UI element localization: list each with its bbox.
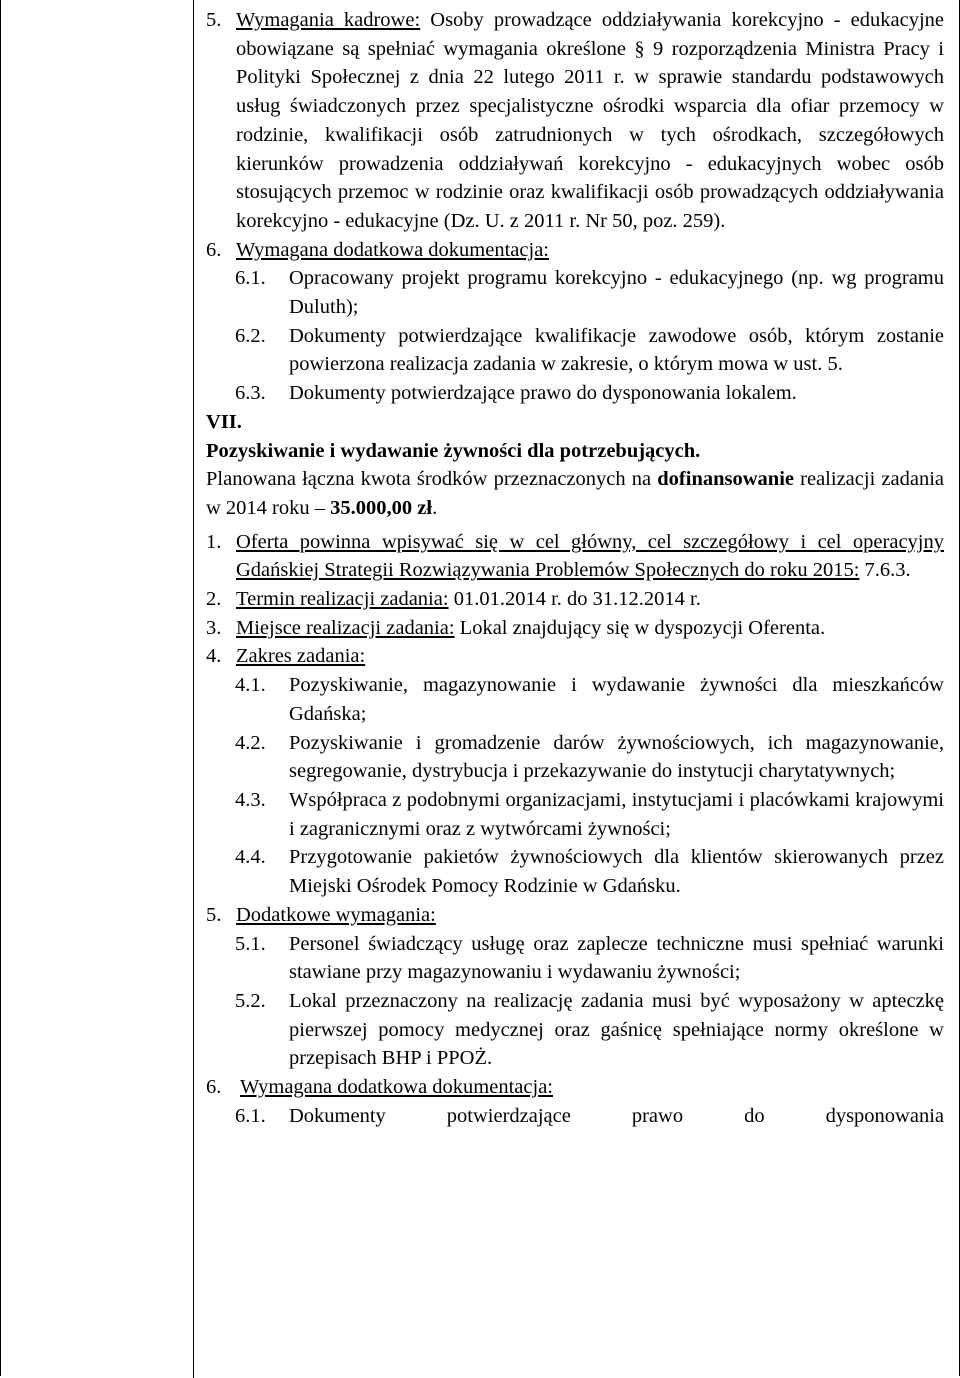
sub-item <box>235 322 944 379</box>
sub-text: Pozyskiwanie, magazynowanie i wydawanie żywności dla mieszkańców Gdańska; <box>289 674 944 725</box>
sub-number: 6.1. <box>235 1104 266 1127</box>
item-number: 4. <box>206 645 222 668</box>
list-item <box>206 6 944 236</box>
list-item <box>206 236 944 265</box>
item-number: 2. <box>206 588 222 611</box>
list-item <box>206 642 944 671</box>
list-item <box>206 585 944 614</box>
sub-text: Lokal przeznaczony na realizację zadania musi być wyposażony w apteczkę pierwszej pomocy medycznej oraz gaśnicę spełniające normy określone w przepisach BHP i PPOŻ. <box>289 989 944 1070</box>
item-label: Zakres zadania: <box>236 645 366 668</box>
item-text: Osoby prowadzące oddziaływania korekcyjno - edukacyjne obowiązane są spełniać wymagania określone § 9 rozporządzenia Ministra Pracy i Polityki Społecznej z dnia 22 lutego 2011 r. w sprawie standardu podstawowych usług świadczonych przez specjalistyczne ośrodki wsparcia dla ofiar przemocy w rodzinie, kwalifikacji osób zatrudnionych w tych ośrodkach, szczegółowych kierunków prowadzenia oddziaływań korekcyjno - edukacyjnych wobec osób stosujących przemoc w rodzinie oraz kwalifikacji osób prowadzących oddziaływania korekcyjno - edukacyjne (Dz. U. z 2011 r. Nr 50, poz. 259). <box>236 9 944 232</box>
sub-text: Personel świadczący usługę oraz zaplecze techniczne musi spełniać warunki stawiane przy magazynowaniu i wydawaniu żywności; <box>289 932 944 984</box>
sub-number: 6.3. <box>235 382 266 405</box>
item-label: Miejsce realizacji zadania: <box>236 616 455 639</box>
sub-number: 5.2. <box>235 989 266 1012</box>
item-label: Termin realizacji zadania: <box>236 588 449 611</box>
sub-number: 4.2. <box>235 731 266 754</box>
item-number: 1. <box>206 530 222 553</box>
item-label: Oferta powinna wpisywać się w cel główny, cel szczegółowy i cel operacyjny Gdańskiej Strategii Rozwiązywania Problemów Społecznych do roku 2015: <box>236 530 944 582</box>
item-label: Dodatkowe wymagania: <box>236 903 436 926</box>
sub-text: Dokumenty potwierdzające prawo do dysponowania <box>289 1104 944 1127</box>
sub-text: Dokumenty potwierdzające prawo do dysponowania lokalem. <box>289 382 797 405</box>
sub-item <box>235 264 944 321</box>
sub-number: 4.1. <box>235 674 266 697</box>
section-number: VII. <box>206 410 242 433</box>
item-text: 7.6.3. <box>864 559 911 582</box>
sub-text: Współpraca z podobnymi organizacjami, instytucjami i placówkami krajowymi i zagranicznymi oraz z wytwórcami żywności; <box>289 788 944 840</box>
item-number: 3. <box>206 616 222 639</box>
sub-item <box>235 671 944 728</box>
sub-item <box>235 379 944 408</box>
sub-text: Dokumenty potwierdzające kwalifikacje zawodowe osób, którym zostanie powierzona realizacja zadania w zakresie, o którym mowa w ust. 5. <box>289 324 944 376</box>
item-label: Wymagania kadrowe: <box>236 9 421 31</box>
item-number: 6. <box>206 1076 222 1099</box>
sub-item <box>235 987 944 1073</box>
sub-number: 6.2. <box>235 324 266 347</box>
plan-text: Planowana łączna kwota środków przeznaczonych na <box>206 468 652 491</box>
plan-bold: dofinansowanie <box>657 468 794 491</box>
item-number: 5. <box>206 903 222 926</box>
item-label: Wymagana dodatkowa dokumentacja: <box>236 238 549 261</box>
sub-text: Opracowany projekt programu korekcyjno - edukacyjnego (np. wg programu Duluth); <box>289 267 944 319</box>
document-content <box>206 6 944 1130</box>
list-item <box>206 901 944 930</box>
sub-item <box>235 729 944 786</box>
item-number: 5. <box>206 9 222 31</box>
sub-item <box>235 1102 944 1131</box>
sub-number: 5.1. <box>235 932 266 955</box>
item-text: 01.01.2014 r. do 31.12.2014 r. <box>453 588 701 611</box>
amount-end: . <box>432 496 438 519</box>
sub-text: Pozyskiwanie i gromadzenie darów żywnościowych, ich magazynowanie, segregowanie, dystrybucja i przekazywanie do instytucji charytatywnych; <box>289 731 944 783</box>
section-title: Pozyskiwanie i wydawanie żywności dla potrzebujących. <box>206 439 701 462</box>
sub-number: 4.4. <box>235 846 266 869</box>
sub-number: 6.1. <box>235 267 266 290</box>
item-label: Wymagana dodatkowa dokumentacja: <box>240 1076 553 1099</box>
sub-item <box>235 930 944 987</box>
list-item <box>206 614 944 643</box>
planned-amount <box>206 465 944 522</box>
list-item <box>206 1073 944 1102</box>
sub-number: 4.3. <box>235 788 266 811</box>
sub-item <box>235 843 944 900</box>
plan-text-2: realizacji zadania w 2014 roku – <box>206 468 945 519</box>
list-item <box>206 528 944 585</box>
sub-item <box>235 786 944 843</box>
sub-text: Przygotowanie pakietów żywnościowych dla klientów skierowanych przez Miejski Ośrodek Pomocy Rodzinie w Gdańsku. <box>289 846 944 898</box>
amount-value: 35.000,00 zł <box>330 496 433 519</box>
item-text: Lokal znajdujący się w dyspozycji Oferenta. <box>459 616 826 639</box>
item-number: 6. <box>206 238 222 261</box>
column-separator <box>193 0 194 1378</box>
